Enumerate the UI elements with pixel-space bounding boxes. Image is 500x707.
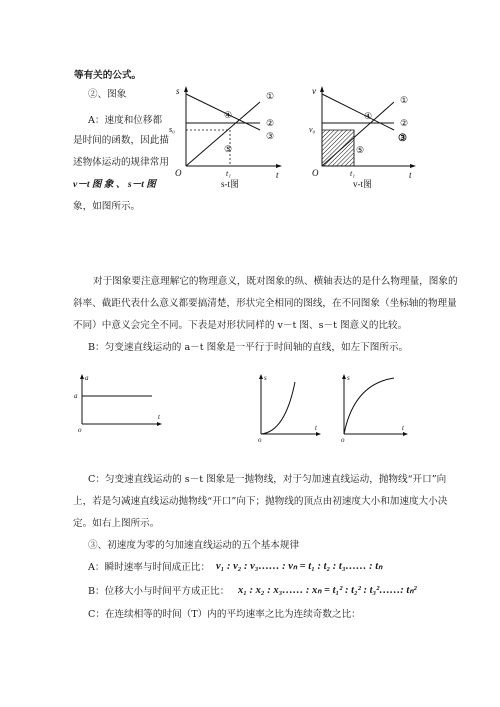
law-a-formula: v₁ : v₂ : v₃…… : vₙ = t₁ : t₂ : t₃…… : tₙ (216, 561, 383, 572)
vt-v0: v₀ (309, 125, 316, 134)
st-parabola-down-figure (336, 372, 411, 442)
at-figure (70, 372, 165, 432)
st-s0: s₀ (169, 125, 175, 134)
law-b-formula: x₁ : x₂ : x₃…… : xₙ = t₁² : t₂² : t₃²……: tₙ² (238, 585, 417, 596)
heading-five-laws: ③、初速度为零的匀加速直线运动的五个基本规律 (88, 540, 300, 551)
s2-origin: o (341, 436, 345, 444)
s2-ylabel: s (347, 374, 350, 382)
at-a0: a (74, 392, 78, 400)
text-a-4: v－t 图 象 、 s－t 图 (73, 179, 156, 190)
para-c-line-2: 上，若是匀减速直线运动抛物线“开口”向下；抛物线的顶点由初速度大小和加速度大小决 (73, 496, 448, 507)
st-t1: t₁ (226, 169, 232, 178)
law-b-label: B：位移大小与时间平方成正比： (88, 586, 230, 597)
st-caption: s-t图 (221, 179, 240, 189)
text-a-2: 是时间的函数，因此描 (73, 135, 169, 146)
st-parabola-up-figure (253, 372, 323, 442)
st-mark-5: ⑤ (224, 144, 233, 154)
st-origin: O (175, 168, 182, 178)
para-1-line-3: 不同）中意义会完全不同。下表是对形状同样的 v－t 图、s－t 图意义的比较。 (73, 320, 408, 331)
vt-mark-2: ② (400, 118, 409, 128)
st-figure (169, 86, 286, 196)
st-mark-2: ② (266, 118, 275, 128)
vt-ylabel: v (312, 86, 316, 96)
heading-graphs: ②、图象 (88, 89, 127, 100)
s1-ylabel: s (264, 374, 267, 382)
vt-mark-4: ④ (364, 111, 373, 121)
at-origin: o (78, 426, 82, 434)
para-1-line-2: 斜率、截距代表什么意义都要搞清楚，形状完全相同的图线，在不同图象（坐标轴的物理量 (73, 298, 457, 309)
vt-caption: v-t图 (353, 179, 372, 189)
s1-xlabel: t (315, 424, 317, 432)
line-formulas: 等有关的公式。 (74, 70, 142, 81)
at-xlabel: t (158, 413, 160, 421)
st-ylabel: s (176, 86, 180, 96)
vt-origin: O (312, 168, 319, 178)
text-a-5: 象，如图所示。 (73, 201, 141, 212)
vt-t1: t₁ (350, 169, 356, 178)
para-1-line-1: 对于图象要注意理解它的物理意义，既对图象的纵、横轴表达的是什么物理量，图象的 (93, 276, 458, 287)
vt-figure (310, 86, 420, 196)
st-mark-3: ③ (266, 131, 275, 141)
text-a-3: 述物体运动的规律常用 (73, 157, 169, 168)
vt-xlabel: t (409, 170, 412, 180)
st-xlabel: t (276, 170, 279, 180)
law-a-label: A：瞬时速率与时间成正比： (88, 562, 211, 573)
vt-mark-1: ① (400, 95, 409, 105)
para-c-line-3: 定。如右上图所示。 (73, 518, 160, 529)
st-mark-4: ④ (224, 110, 233, 120)
s2-xlabel: t (402, 424, 404, 432)
st-mark-1: ① (266, 91, 275, 101)
s1-origin: o (258, 436, 262, 444)
at-ylabel: a (85, 374, 89, 382)
law-c-label: C：在连续相等的时间（T）内的平均速率之比为连续奇数之比： (88, 609, 361, 620)
vt-mark-5: ⑤ (356, 145, 365, 155)
text-a-1: A：速度和位移都 (88, 115, 163, 126)
para-b: B：匀变速直线运动的 a－t 图象是一平行于时间轴的直线，如左下图所示。 (88, 342, 409, 353)
para-c-line-1: C：匀变速直线运动的 s－t 图象是一抛物线，对于匀加速直线运动，抛物线“开口”向 (88, 474, 447, 485)
vt-mark-3: ③ (398, 133, 407, 144)
